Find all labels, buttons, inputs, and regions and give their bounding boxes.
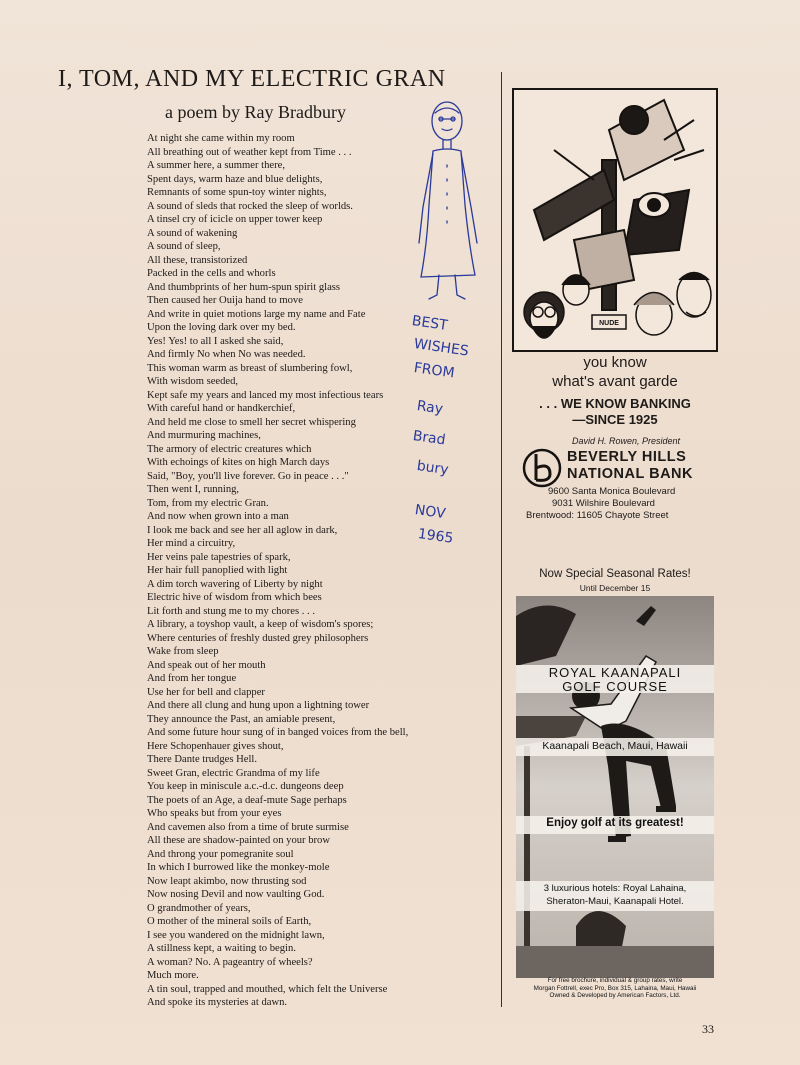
golf-fine-print-line: Owned & Developed by American Factors, Ltd. [549,992,681,1000]
poem-line: Here Schopenhauer gives shout, [147,740,284,752]
poem-line: Much more. [147,970,199,981]
poem-byline: a poem by Ray Bradbury [165,102,346,122]
poem-line: You keep in miniscule a.c.-d.c. dungeons deep [147,781,344,792]
golf-course-name: GOLF COURSE [562,679,668,694]
bank-logo-icon [522,448,562,488]
column-divider [501,72,502,1007]
poem-line: And cavemen also from a time of brute surmise [147,821,349,833]
poem-line: Remnants of some spun-toy winter nights, [147,187,327,198]
poem-line: I see you wandered on the midnight lawn, [147,929,325,941]
poem-line: Now nosing Devil and now vaulting God. [147,889,325,900]
poem-line: Said, "Boy, you'll live forever. Go in peace . . ." [147,470,349,482]
golf-fine-print [516,977,714,1000]
poem-line: Spent days, warm haze and blue delights, [147,173,323,185]
poem-line: In which I burrowed like the monkey-mole [147,862,330,873]
inscription-line: BEST [410,313,449,334]
poem-body [147,132,447,1010]
poem-line: Packed in the cells and whorls [147,268,276,279]
golf-subheadline: Until December 15 [579,583,651,593]
poem-line: And now when grown into a man [147,511,289,522]
poem-line: Yes! Yes! to all I asked she said, [147,335,284,347]
poem-line: Then caused her Ouija hand to move [147,295,303,306]
poem-line: Her mind a circuitry, [147,538,236,549]
poem-line: All breathing out of weather kept from Time . . . [147,146,352,158]
poem-line: Sweet Gran, electric Grandma of my life [147,767,320,779]
poem-line: A sound of sleds that rocked the sleep of worlds. [147,200,353,212]
bank-advertisement [512,88,718,528]
poem-line: Lit forth and stung me to my chores . . . [147,605,315,617]
inscription-line: WISHES [412,336,470,360]
poem-line: Wake from sleep [147,646,219,657]
poem-line: And throng your pomegranite soul [147,848,294,860]
bank-address: 9031 Wilshire Boulevard [552,498,655,509]
poem-line: A library, a toyshop vault, a keep of wisdom's spores; [147,619,374,630]
poem-line: Use her for bell and clapper [147,686,265,698]
inscription-line: 1965 [416,526,455,547]
poem-line: A dim torch wavering of Liberty by night [147,578,323,590]
poem-line: At night she came within my room [147,133,295,144]
golf-slogan: Enjoy golf at its greatest! [546,817,684,829]
inscription-line: Brad [411,428,447,449]
golf-headline: Now Special Seasonal Rates! [539,568,691,580]
golfer-photo-image [516,596,714,978]
poem-line: And speak out of her mouth [147,659,266,671]
poem-line: A stillness kept, a waiting to begin. [147,943,296,954]
poem-line: A sound of wakening [147,227,238,239]
bank-address: Brentwood: 11605 Chayote Street [526,510,669,521]
poem-line: And thumbprints of her hum-spun spirit glass [147,281,341,293]
poem-title: I, TOM, AND MY ELECTRIC GRAN [58,66,446,92]
poem-line: And there all clung and hung upon a lightning tower [147,700,370,711]
poem-line: With echoings of kites on high March days [147,457,330,468]
bank-name: BEVERLY HILLS [567,449,687,465]
poem-line: O grandmother of years, [147,902,251,914]
poem-line: A tin soul, trapped and mouthed, which felt the Universe [147,983,388,995]
poem-line: Where centuries of freshly dusted grey philosophers [147,632,369,644]
poem-line: And firmly No when No was needed. [147,349,306,360]
golf-course-name: ROYAL KAANAPALI [548,665,682,680]
gran-sketch-drawing [405,95,495,310]
golfer-photo [516,596,714,978]
poem-line: This woman warm as breast of slumbering fowl, [147,362,353,374]
poem-line: And write in quiet motions large my name and Fate [147,308,366,320]
bank-tagline: you know [583,354,647,371]
poem-line: And spoke its mysteries at dawn. [147,997,288,1008]
poem-line: Her veins pale tapestries of spark, [147,551,291,563]
poem-line: O mother of the mineral soils of Earth, [147,916,312,927]
golf-hotels: 3 luxurious hotels: Royal Lahaina, [543,883,687,894]
poem-line: And held me close to smell her secret whispering [147,416,356,428]
poem-line: I look me back and see her all aglow in dark, [147,524,338,536]
poem-line: The armory of electric creatures which [147,443,312,455]
golf-location: Kaanapali Beach, Maui, Hawaii [542,740,688,752]
inscription-line: NOV [413,502,447,523]
bank-name: NATIONAL BANK [567,466,693,482]
golf-advertisement [516,568,714,1008]
poem-line: A tinsel cry of icicle on upper tower keep [147,214,323,225]
poem-line: Then went I, running, [147,484,240,495]
poem-line: And murmuring machines, [147,430,261,441]
page-number: 33 [702,1022,714,1036]
inscription-line: bury [415,458,450,479]
poem-line: The poets of an Age, a deaf-mute Sage perhaps [147,794,347,806]
bank-address: 9600 Santa Monica Boulevard [548,486,676,497]
poem-line: Tom, from my electric Gran. [147,497,269,509]
golf-fine-print-line: For free brochure, individual & group rates, write [547,977,683,984]
bank-tagline: what's avant garde [552,373,678,390]
poem-line: With wisdom seeded, [147,376,239,387]
bank-tagline: . . . WE KNOW BANKING [539,396,691,411]
poem-line: And from her tongue [147,673,237,684]
sculpture-sign-text: NUDE [599,320,619,327]
poem-line: There Dante trudges Hell. [147,754,258,765]
golf-fine-print-line: Morgan Fottrell, exec Pro, Box 315, Lahaina, Maui, Hawaii [533,984,697,992]
poem-line: Upon the loving dark over my bed. [147,322,296,333]
poem-line: All these are shadow-painted on your brow [147,835,330,846]
poem-line: With careful hand or handkerchief, [147,403,296,414]
poem-line: They announce the Past, an amiable present, [147,713,336,725]
poem-line: Electric hive of wisdom from which bees [147,592,322,603]
bank-ad-illustration [512,88,718,352]
poem-line: Who speaks but from your eyes [147,808,282,819]
poem-line: A woman? No. A pageantry of wheels? [147,956,313,968]
golf-hotels: Sheraton-Maui, Kaanapali Hotel. [546,896,684,907]
poem-line: A sound of sleep, [147,241,221,252]
inscription-line: FROM [412,360,456,382]
poem-line: All these, transistorized [147,254,248,266]
inscription-line: Ray [415,398,445,418]
bank-president: David H. Rowen, President [572,436,681,446]
poem-line: A summer here, a summer there, [147,160,285,171]
cartoon-sculpture-image [514,90,716,350]
poem-line: Kept safe my years and lanced my most infectious tears [147,389,384,401]
bank-tagline: —SINCE 1925 [572,412,658,427]
poem-line: And some future hour sung of in banged voices from the bell, [147,727,409,738]
poem-line: Her hair full panoplied with light [147,565,288,576]
poem-line: Now leapt akimbo, now thrusting sod [147,875,307,887]
